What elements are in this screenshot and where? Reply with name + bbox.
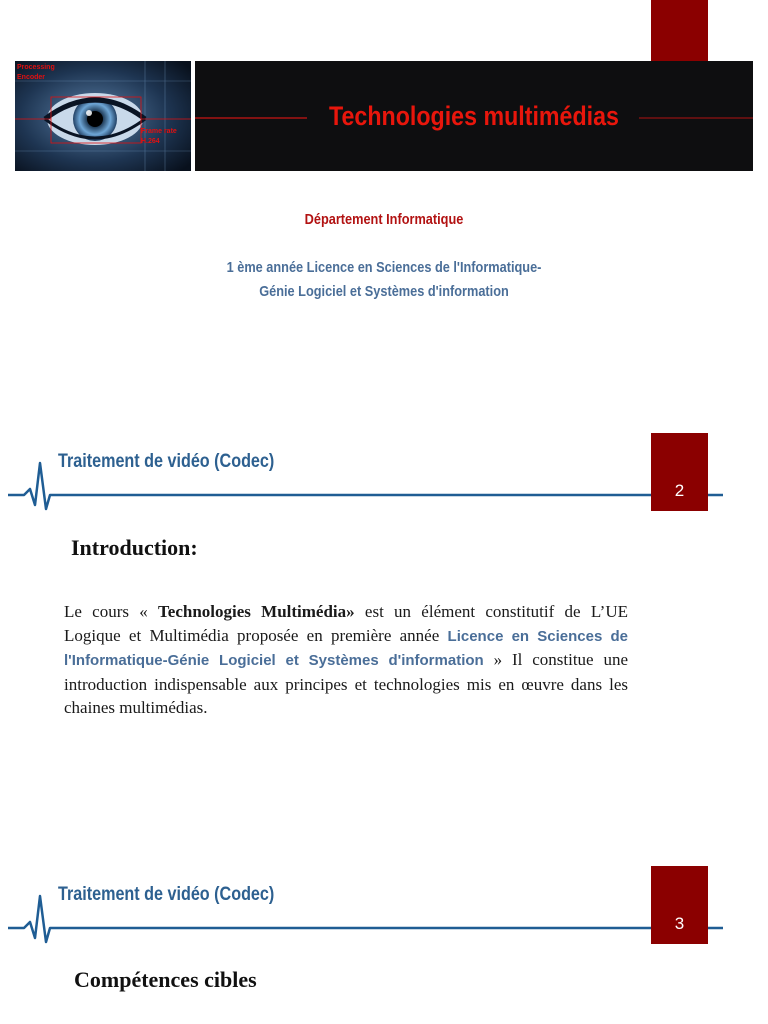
- introduction-paragraph: [64, 600, 628, 720]
- slide1-title: Technologies multimédias: [329, 100, 619, 131]
- intro-text-part1: Le cours «: [64, 602, 159, 621]
- slide2-header-title: Traitement de vidéo (Codec): [58, 451, 275, 472]
- image-text-2: Encoder: [17, 74, 46, 81]
- program-name: Licence en Sciences de l'Informatique-Génie Logiciel et Systèmes d'information: [64, 627, 629, 669]
- intro-text-part2: est un élément constitutif de L’UE Logique et Multimédia proposée en première année: [64, 602, 628, 645]
- image-text-3: Frame rate: [141, 128, 177, 135]
- competences-heading: Compétences cibles: [74, 967, 257, 992]
- slide3-header: [0, 866, 768, 946]
- intro-text-part3: » Il constitue une introduction indispensable aux principes et technologies mis en œuvre dans les chaines multimédias.: [64, 650, 629, 717]
- image-text-4: H.264: [141, 138, 160, 145]
- eye-banner-image: [15, 61, 191, 171]
- slide3-page-number-box: [651, 866, 708, 944]
- slide2-page-number: 2: [674, 481, 685, 500]
- image-text-1: Processing: [17, 64, 55, 71]
- course-name: Technologies Multimédia»: [158, 602, 355, 621]
- slide3-page-number: 3: [674, 914, 685, 933]
- program-line-1: 1 ème année Licence en Sciences de l'Informatique-: [226, 259, 542, 276]
- department-label: Département Informatique: [304, 211, 464, 228]
- program-line-2: Génie Logiciel et Systèmes d'information: [259, 283, 509, 300]
- slide3-header-title: Traitement de vidéo (Codec): [58, 884, 275, 905]
- slide2-page-number-box: [651, 433, 708, 511]
- eye-illustration: [15, 61, 191, 171]
- slide2-header: [0, 433, 768, 513]
- introduction-heading: Introduction:: [71, 535, 198, 560]
